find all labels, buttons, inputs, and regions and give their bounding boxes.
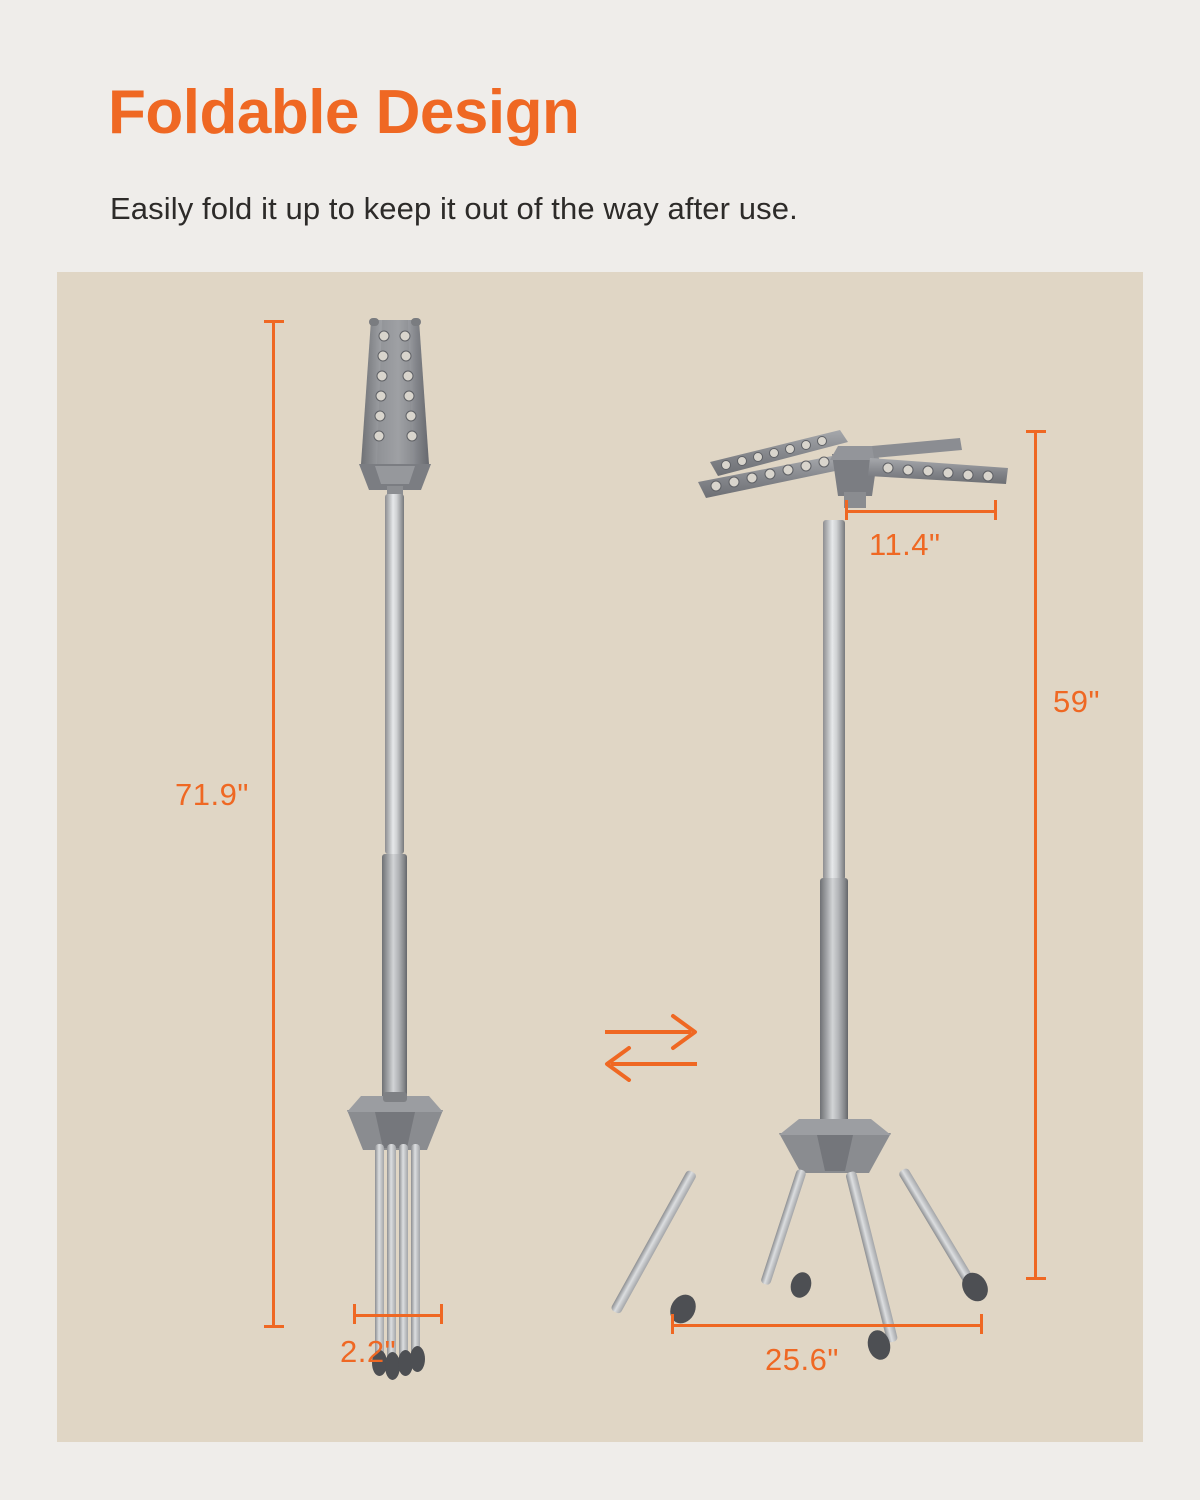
armspan-dim-cap-right bbox=[994, 500, 997, 520]
page-title: Foldable Design bbox=[108, 78, 580, 147]
folded-foot bbox=[410, 1346, 425, 1372]
legspan-dim-line bbox=[671, 1324, 983, 1327]
legspan-dim-label: 25.6" bbox=[765, 1342, 839, 1377]
tripod-leg bbox=[845, 1171, 898, 1343]
folded-rack-figure bbox=[57, 272, 577, 1442]
folded-width-dim-cap-right bbox=[440, 1304, 443, 1324]
folded-height-dim-cap-bottom bbox=[264, 1325, 284, 1328]
open-height-dim-label: 59" bbox=[1053, 684, 1100, 719]
open-height-dim-cap-bottom bbox=[1026, 1277, 1046, 1280]
open-lower-pole bbox=[820, 878, 848, 1128]
folded-upper-pole bbox=[385, 494, 404, 854]
folded-leg bbox=[411, 1144, 420, 1356]
folded-leg bbox=[375, 1144, 384, 1359]
legspan-dim-cap-left bbox=[671, 1314, 674, 1334]
page-subtitle: Easily fold it up to keep it out of the way after use. bbox=[110, 191, 798, 226]
open-arms-illustration bbox=[692, 410, 1022, 540]
open-upper-pole bbox=[823, 520, 845, 880]
folded-leg bbox=[399, 1144, 408, 1359]
folded-lower-pole bbox=[382, 854, 407, 1099]
folded-leg bbox=[387, 1144, 396, 1362]
armspan-dim-label: 11.4" bbox=[869, 527, 941, 562]
open-height-dim-line bbox=[1034, 430, 1037, 1280]
folded-width-dim-cap-left bbox=[353, 1304, 356, 1324]
folded-height-dim-line bbox=[272, 320, 275, 1328]
illustration-panel bbox=[57, 272, 1143, 1442]
legspan-dim-cap-right bbox=[980, 1314, 983, 1334]
tripod-foot bbox=[787, 1270, 814, 1301]
folded-width-dim-label: 2.2" bbox=[340, 1334, 397, 1369]
open-height-dim-cap-top bbox=[1026, 430, 1046, 433]
tripod-leg bbox=[610, 1169, 697, 1314]
folded-height-dim-label: 71.9" bbox=[175, 777, 249, 812]
folded-width-dim-line bbox=[353, 1314, 443, 1317]
unfolded-rack-figure bbox=[597, 272, 1143, 1442]
folded-arms-illustration bbox=[325, 314, 465, 504]
folded-height-dim-cap-top bbox=[264, 320, 284, 323]
armspan-dim-line bbox=[845, 510, 997, 513]
armspan-dim-cap-left bbox=[845, 500, 848, 520]
open-base-hub bbox=[765, 1117, 905, 1187]
